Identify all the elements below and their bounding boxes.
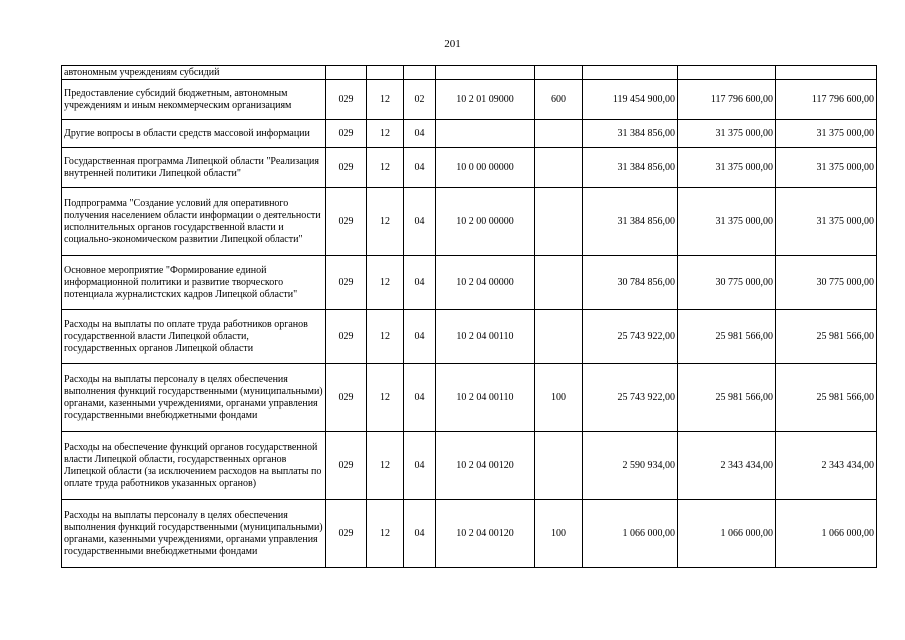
amount-year-1-cell: 31 384 856,00 <box>583 148 678 188</box>
row-name-cell: автономным учреждениям субсидий <box>62 66 326 80</box>
expense-type-cell <box>535 256 583 310</box>
table-row <box>62 310 877 364</box>
expense-type-cell <box>535 66 583 80</box>
amount-year-2-cell: 2 343 434,00 <box>678 432 776 500</box>
table-row <box>62 120 877 148</box>
section-code-cell: 12 <box>367 364 404 432</box>
table-row <box>62 66 877 80</box>
amount-year-3-cell: 25 981 566,00 <box>776 310 877 364</box>
amount-year-1-cell <box>583 66 678 80</box>
subsection-code-cell: 04 <box>404 500 436 568</box>
amount-year-1-cell: 1 066 000,00 <box>583 500 678 568</box>
target-article-cell: 10 2 04 00120 <box>436 500 535 568</box>
table-row <box>62 188 877 256</box>
section-code-cell: 12 <box>367 148 404 188</box>
ministry-code-cell: 029 <box>326 364 367 432</box>
subsection-code-cell: 04 <box>404 120 436 148</box>
amount-year-2-cell: 31 375 000,00 <box>678 148 776 188</box>
row-name-cell: Расходы на обеспечение функций органов государственной власти Липецкой области, государственных органов Липецкой области (за исключением расходов на выплаты по оплате труда работников указанных органов) <box>62 432 326 500</box>
amount-year-1-cell: 30 784 856,00 <box>583 256 678 310</box>
amount-year-1-cell: 31 384 856,00 <box>583 120 678 148</box>
table-row <box>62 148 877 188</box>
ministry-code-cell: 029 <box>326 148 367 188</box>
ministry-code-cell: 029 <box>326 120 367 148</box>
section-code-cell: 12 <box>367 256 404 310</box>
subsection-code-cell: 04 <box>404 256 436 310</box>
subsection-code-cell: 04 <box>404 432 436 500</box>
expense-type-cell: 600 <box>535 80 583 120</box>
amount-year-3-cell: 30 775 000,00 <box>776 256 877 310</box>
target-article-cell: 10 2 04 00110 <box>436 310 535 364</box>
amount-year-3-cell: 31 375 000,00 <box>776 120 877 148</box>
row-name-cell: Предоставление субсидий бюджетным, автономным учреждениям и иным некоммерческим организациям <box>62 80 326 120</box>
table-row <box>62 500 877 568</box>
subsection-code-cell: 04 <box>404 148 436 188</box>
expense-type-cell: 100 <box>535 500 583 568</box>
ministry-code-cell: 029 <box>326 432 367 500</box>
subsection-code-cell: 04 <box>404 310 436 364</box>
ministry-code-cell: 029 <box>326 256 367 310</box>
amount-year-1-cell: 2 590 934,00 <box>583 432 678 500</box>
target-article-cell <box>436 120 535 148</box>
amount-year-2-cell: 31 375 000,00 <box>678 188 776 256</box>
target-article-cell: 10 2 04 00110 <box>436 364 535 432</box>
amount-year-2-cell: 30 775 000,00 <box>678 256 776 310</box>
subsection-code-cell: 02 <box>404 80 436 120</box>
expense-type-cell <box>535 148 583 188</box>
section-code-cell <box>367 66 404 80</box>
amount-year-3-cell: 31 375 000,00 <box>776 188 877 256</box>
section-code-cell: 12 <box>367 432 404 500</box>
amount-year-1-cell: 25 743 922,00 <box>583 310 678 364</box>
amount-year-3-cell: 25 981 566,00 <box>776 364 877 432</box>
budget-table <box>61 65 877 568</box>
expense-type-cell <box>535 188 583 256</box>
target-article-cell: 10 2 00 00000 <box>436 188 535 256</box>
expense-type-cell <box>535 120 583 148</box>
section-code-cell: 12 <box>367 120 404 148</box>
ministry-code-cell <box>326 66 367 80</box>
amount-year-3-cell <box>776 66 877 80</box>
row-name-cell: Подпрограмма "Создание условий для оперативного получения населением области информации о деятельности исполнительных органов государственной власти и социально-экономическом развитии Липецкой области" <box>62 188 326 256</box>
ministry-code-cell: 029 <box>326 310 367 364</box>
target-article-cell: 10 2 04 00000 <box>436 256 535 310</box>
amount-year-1-cell: 119 454 900,00 <box>583 80 678 120</box>
amount-year-3-cell: 2 343 434,00 <box>776 432 877 500</box>
row-name-cell: Расходы на выплаты по оплате труда работников органов государственной власти Липецкой области, государственных органов Липецкой области <box>62 310 326 364</box>
row-name-cell: Основное мероприятие "Формирование единой информационной политики и развитие творческого потенциала журналистских кадров Липецкой области" <box>62 256 326 310</box>
row-name-cell: Другие вопросы в области средств массовой информации <box>62 120 326 148</box>
amount-year-2-cell <box>678 66 776 80</box>
ministry-code-cell: 029 <box>326 500 367 568</box>
expense-type-cell <box>535 310 583 364</box>
amount-year-2-cell: 25 981 566,00 <box>678 364 776 432</box>
amount-year-1-cell: 31 384 856,00 <box>583 188 678 256</box>
amount-year-2-cell: 31 375 000,00 <box>678 120 776 148</box>
row-name-cell: Расходы на выплаты персоналу в целях обеспечения выполнения функций государственными (муниципальными) органами, казенными учреждениями, органами управления государственными внебюджетными фондами <box>62 364 326 432</box>
target-article-cell: 10 2 04 00120 <box>436 432 535 500</box>
amount-year-3-cell: 117 796 600,00 <box>776 80 877 120</box>
page-number: 201 <box>444 38 461 50</box>
ministry-code-cell: 029 <box>326 188 367 256</box>
amount-year-3-cell: 1 066 000,00 <box>776 500 877 568</box>
table-body <box>62 66 877 568</box>
table-row <box>62 432 877 500</box>
subsection-code-cell: 04 <box>404 364 436 432</box>
target-article-cell: 10 0 00 00000 <box>436 148 535 188</box>
expense-type-cell: 100 <box>535 364 583 432</box>
table-row <box>62 256 877 310</box>
section-code-cell: 12 <box>367 80 404 120</box>
row-name-cell: Расходы на выплаты персоналу в целях обеспечения выполнения функций государственными (муниципальными) органами, казенными учреждениями, органами управления государственными внебюджетными фондами <box>62 500 326 568</box>
table-row <box>62 80 877 120</box>
amount-year-2-cell: 25 981 566,00 <box>678 310 776 364</box>
amount-year-1-cell: 25 743 922,00 <box>583 364 678 432</box>
expense-type-cell <box>535 432 583 500</box>
amount-year-2-cell: 117 796 600,00 <box>678 80 776 120</box>
ministry-code-cell: 029 <box>326 80 367 120</box>
section-code-cell: 12 <box>367 500 404 568</box>
section-code-cell: 12 <box>367 310 404 364</box>
amount-year-2-cell: 1 066 000,00 <box>678 500 776 568</box>
section-code-cell: 12 <box>367 188 404 256</box>
target-article-cell <box>436 66 535 80</box>
target-article-cell: 10 2 01 09000 <box>436 80 535 120</box>
subsection-code-cell <box>404 66 436 80</box>
amount-year-3-cell: 31 375 000,00 <box>776 148 877 188</box>
subsection-code-cell: 04 <box>404 188 436 256</box>
row-name-cell: Государственная программа Липецкой области "Реализация внутренней политики Липецкой области" <box>62 148 326 188</box>
table-row <box>62 364 877 432</box>
